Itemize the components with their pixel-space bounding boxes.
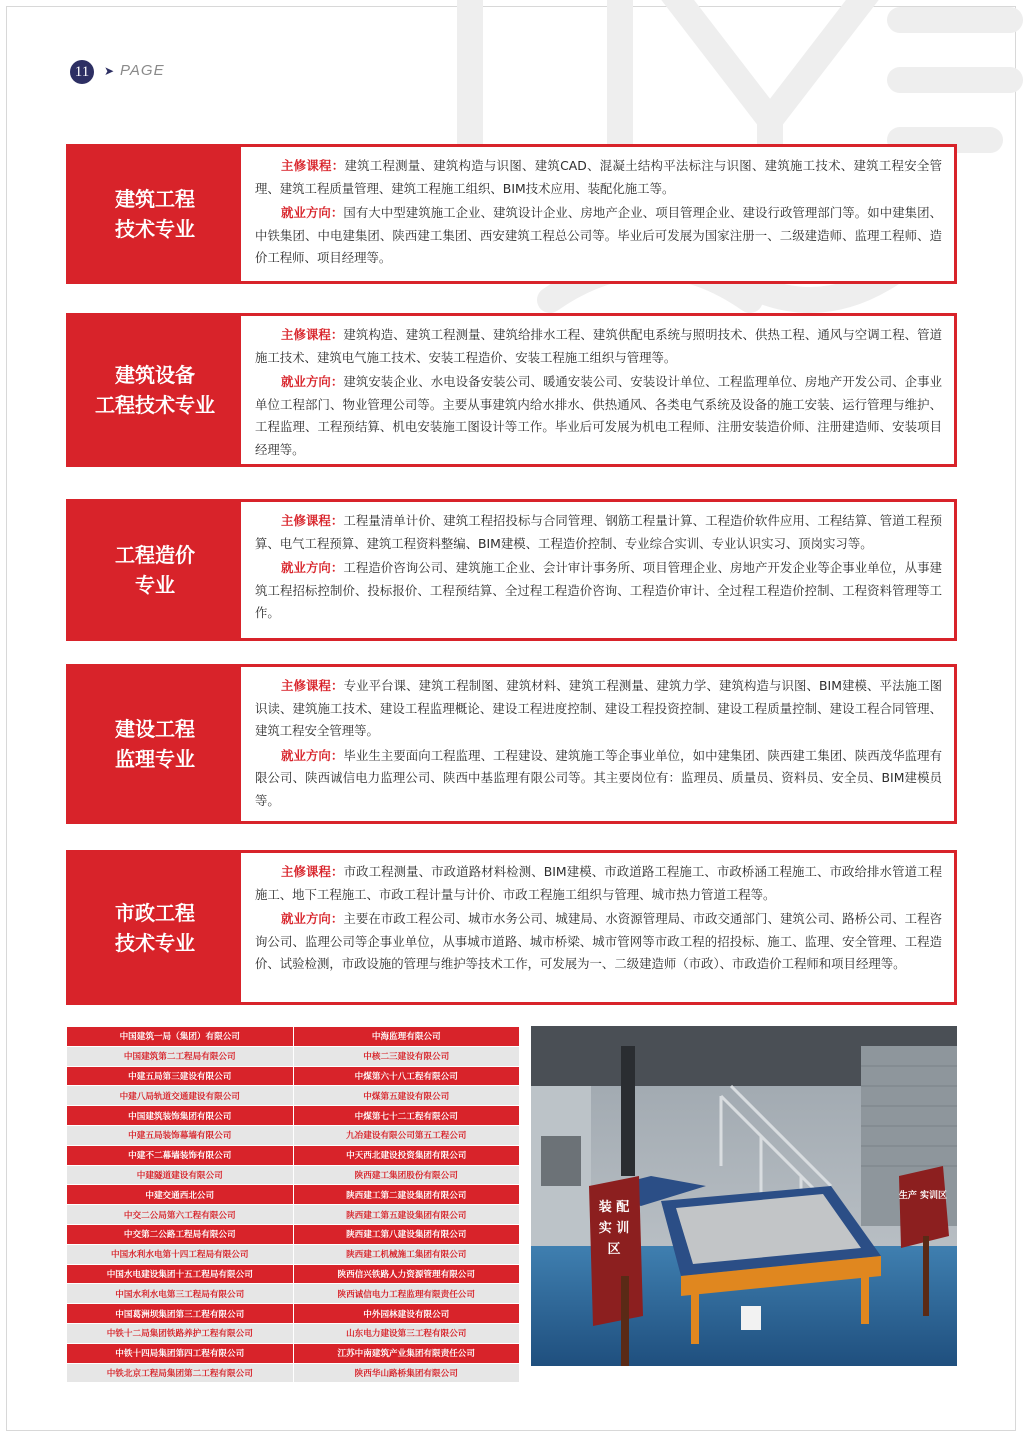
course-paragraph — [255, 324, 942, 369]
course-label: 主修课程： — [281, 678, 344, 693]
career-label: 就业方向： — [281, 911, 344, 926]
company-name: 中建八局轨道交通建设有限公司 — [67, 1086, 294, 1106]
photo-sign-main-line3: 区 — [607, 1242, 621, 1257]
company-name: 中煤第五建设有限公司 — [293, 1086, 520, 1106]
course-label: 主修课程： — [281, 864, 344, 879]
major-title: 工程造价 专业 — [69, 502, 241, 638]
company-row — [67, 1086, 520, 1106]
company-name: 江苏中南建筑产业集团有限责任公司 — [293, 1343, 520, 1363]
course-text: 建筑构造、建筑工程测量、建筑给排水工程、建筑供配电系统与照明技术、供热工程、通风与空调工程、管道施工技术、建筑电气施工技术、安装工程造价、安装工程施工组织与管理等。 — [255, 327, 943, 365]
company-row — [67, 1284, 520, 1304]
company-name: 中建交通西北公司 — [67, 1185, 294, 1205]
course-paragraph — [255, 155, 942, 200]
company-name: 中建不二幕墙装饰有限公司 — [67, 1145, 294, 1165]
course-label: 主修课程： — [281, 513, 344, 528]
company-name: 中煤第六十八工程有限公司 — [293, 1066, 520, 1086]
company-name: 陕西诚信电力工程监理有限责任公司 — [293, 1284, 520, 1304]
major-card — [66, 313, 957, 467]
company-row — [67, 1165, 520, 1185]
company-name: 中海监理有限公司 — [293, 1027, 520, 1047]
career-paragraph — [255, 908, 942, 976]
company-name: 山东电力建设第三工程有限公司 — [293, 1323, 520, 1343]
photo-sign-side: 生产 实训区 — [898, 1191, 948, 1201]
company-name: 中国建筑装饰集团有限公司 — [67, 1106, 294, 1126]
company-name: 中国水利水电第十四工程局有限公司 — [67, 1244, 294, 1264]
company-row — [67, 1046, 520, 1066]
career-paragraph — [255, 557, 942, 625]
company-name: 中建隧道建设有限公司 — [67, 1165, 294, 1185]
photo-sign-main-line2: 实 训 — [598, 1221, 630, 1236]
partner-companies-table — [66, 1026, 520, 1379]
career-label: 就业方向： — [281, 747, 344, 763]
company-name: 陕西建工第八建设集团有限公司 — [293, 1224, 520, 1244]
company-name: 陕西信兴铁路人力资源管理有限公司 — [293, 1264, 520, 1284]
company-row — [67, 1343, 520, 1363]
company-row — [67, 1244, 520, 1264]
career-paragraph — [255, 745, 942, 813]
company-row — [67, 1323, 520, 1343]
photo-sign-main-line1: 装 配 — [598, 1200, 630, 1215]
training-area-photo — [531, 1026, 957, 1366]
course-text: 工程量清单计价、建筑工程招投标与合同管理、钢筋工程量计算、工程造价软件应用、工程结算、管道工程预算、电气工程预算、建筑工程资料整编、BIM建模、工程造价控制、专业综合实训、专业认识实习、顶岗实习等。 — [255, 513, 943, 551]
company-row — [67, 1363, 520, 1383]
company-row — [67, 1125, 520, 1145]
course-label: 主修课程： — [281, 327, 344, 342]
company-name: 陕西建工第五建设集团有限公司 — [293, 1205, 520, 1225]
company-row — [67, 1185, 520, 1205]
course-text: 专业平台课、建筑工程制图、建筑材料、建筑工程测量、建筑力学、建筑构造与识图、BIM建模、平法施工图识读、建筑施工技术、建设工程监理概论、建设工程进度控制、建设工程投资控制、建设工程质量控制、建设工程合同管理、建筑工程安全管理等。 — [255, 678, 943, 738]
major-description — [255, 324, 942, 463]
company-name: 中天西北建设投资集团有限公司 — [293, 1145, 520, 1165]
major-description — [255, 510, 942, 627]
photo-illustration — [531, 1026, 957, 1366]
career-text: 建筑安装企业、水电设备安装公司、暖通安装公司、安装设计单位、工程监理单位、房地产开发公司、企事业单位工程部门、物业管理公司等。主要从事建筑内给水排水、供热通风、各类电气系统及设备的施工安装、运行管理与维护、工程监理、工程预结算、机电安装施工图设计等工作。毕业后可发展为机电工程师、注册安装造价师、注册建造师、安装项目经理等。 — [255, 374, 943, 457]
company-name: 中建五局第三建设有限公司 — [67, 1066, 294, 1086]
course-label: 主修课程： — [281, 158, 345, 173]
career-text: 国有大中型建筑施工企业、建筑设计企业、房地产企业、项目管理企业、建设行政管理部门等。如中建集团、中铁集团、中电建集团、陕西建工集团、西安建筑工程总公司等。毕业后可发展为国家注册一、二级建造师、监理工程师、造价工程师、项目经理等。 — [255, 205, 943, 265]
major-description — [255, 861, 942, 978]
career-text: 主要在市政工程公司、城市水务公司、城建局、水资源管理局、市政交通部门、建筑公司、路桥公司、工程咨询公司、监理公司等企事业单位，从事城市道路、城市桥梁、城市管网等市政工程的招投标、施工、监理、安全管理、工程造价、试验检测，市政设施的管理与维护等技术工作，可发展为一、二级建造师（市政）、市政造价工程师和项目经理等。 — [255, 911, 943, 971]
company-row — [67, 1027, 520, 1047]
company-name: 陕西华山路桥集团有限公司 — [293, 1363, 520, 1383]
career-paragraph — [255, 202, 942, 270]
company-name: 中国建筑第二工程局有限公司 — [67, 1046, 294, 1066]
company-row — [67, 1066, 520, 1086]
company-name: 中铁北京工程局集团第二工程有限公司 — [67, 1363, 294, 1383]
course-text: 市政工程测量、市政道路材料检测、BIM建模、市政道路工程施工、市政桥涵工程施工、市政给排水管道工程施工、地下工程施工、市政工程计量与计价、市政工程施工组织与管理、城市热力管道工程等。 — [255, 864, 943, 902]
company-name: 九冶建设有限公司第五工程公司 — [293, 1125, 520, 1145]
major-card — [66, 664, 957, 824]
company-row — [67, 1205, 520, 1225]
company-row — [67, 1145, 520, 1165]
company-name: 中铁十四局集团第四工程有限公司 — [67, 1343, 294, 1363]
major-card — [66, 144, 957, 284]
company-name: 中外园林建设有限公司 — [293, 1304, 520, 1324]
career-label: 就业方向： — [281, 205, 344, 220]
company-name: 中国水电建设集团十五工程局有限公司 — [67, 1264, 294, 1284]
major-card — [66, 499, 957, 641]
company-name: 中国水利水电第三工程局有限公司 — [67, 1284, 294, 1304]
company-name: 中交二公局第六工程有限公司 — [67, 1205, 294, 1225]
page-arrow-icon: ➤ — [104, 64, 115, 78]
major-description — [255, 675, 942, 814]
company-name: 中国葛洲坝集团第三工程有限公司 — [67, 1304, 294, 1324]
company-name: 陕西建工集团股份有限公司 — [293, 1165, 520, 1185]
career-paragraph — [255, 371, 942, 461]
course-text: 建筑工程测量、建筑构造与识图、建筑CAD、混凝土结构平法标注与识图、建筑施工技术、建筑工程安全管理、建筑工程质量管理、建筑工程施工组织、BIM技术应用、装配化施工等。 — [255, 158, 943, 196]
career-text: 工程造价咨询公司、建筑施工企业、会计审计事务所、项目管理企业、房地产开发企业等企事业单位，从事建筑工程招标控制价、投标报价、工程预结算、全过程工程造价咨询、工程造价审计、全过程工程造价控制、工程资料管理等工作。 — [255, 560, 943, 620]
major-description — [255, 155, 942, 272]
company-name: 中核二三建设有限公司 — [293, 1046, 520, 1066]
company-name: 中建五局装饰幕墙有限公司 — [67, 1125, 294, 1145]
company-row — [67, 1224, 520, 1244]
company-name: 中交第二公路工程局有限公司 — [67, 1224, 294, 1244]
company-row — [67, 1304, 520, 1324]
company-name: 中煤第七十二工程有限公司 — [293, 1106, 520, 1126]
company-name: 中铁十二局集团铁路养护工程有限公司 — [67, 1323, 294, 1343]
company-row — [67, 1264, 520, 1284]
company-name: 中国建筑一局（集团）有限公司 — [67, 1027, 294, 1047]
page-label: PAGE — [120, 62, 165, 79]
career-label: 就业方向： — [281, 374, 344, 389]
major-title: 建筑设备 工程技术专业 — [69, 316, 241, 464]
major-title: 市政工程 技术专业 — [69, 853, 241, 1002]
company-name: 陕西建工机械施工集团有限公司 — [293, 1244, 520, 1264]
page-number: 11 — [70, 60, 94, 84]
major-title: 建设工程 监理专业 — [69, 667, 241, 821]
career-text: 毕业生主要面向工程监理、工程建设、建筑施工等企事业单位，如中建集团、陕西建工集团、陕西茂华监理有限公司、陕西诚信电力监理公司、陕西中基监理有限公司等。其主要岗位有：监理员、质量员、资料员、安全员、BIM建模员等。 — [255, 747, 943, 808]
career-label: 就业方向： — [281, 560, 344, 575]
major-title: 建筑工程 技术专业 — [69, 147, 241, 281]
course-paragraph — [255, 675, 942, 743]
company-name: 陕西建工第二建设集团有限公司 — [293, 1185, 520, 1205]
course-paragraph — [255, 510, 942, 555]
major-card — [66, 850, 957, 1005]
company-row — [67, 1106, 520, 1126]
course-paragraph — [255, 861, 942, 906]
